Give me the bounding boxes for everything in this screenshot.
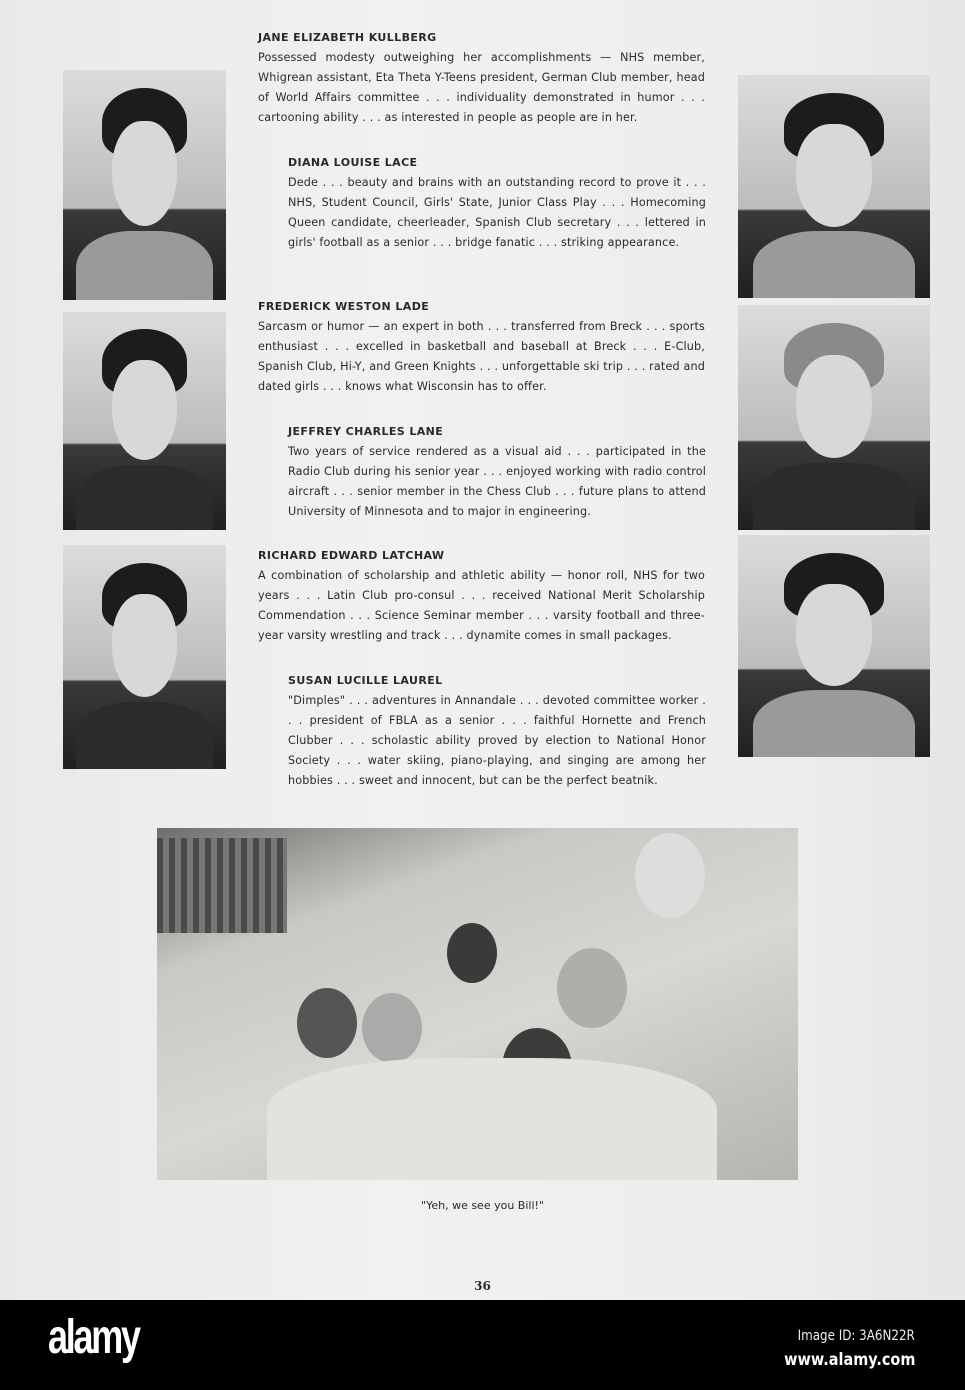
image-id: Image ID: 3A6N22R <box>797 1328 915 1344</box>
people-bodies <box>267 1058 717 1180</box>
alamy-logo: alamy <box>48 1311 139 1364</box>
portrait-susan-laurel <box>738 535 930 757</box>
person <box>297 988 357 1058</box>
bio-entry <box>288 422 706 522</box>
student-name: DIANA LOUISE LACE <box>288 156 418 169</box>
bio-entry <box>258 546 705 646</box>
portrait-frederick-lade <box>63 312 226 530</box>
portrait-jeffrey-lane <box>738 305 930 530</box>
student-bio: Possessed modesty outweighing her accomplishments — NHS member, Whigrean assistant, Eta Theta Y-Teens president, German Club member, head of World Affairs committee . . . individuality demonstrated in humor . . . cartooning ability . . . as interested in people as people are in her. <box>258 51 705 124</box>
student-bio: Two years of service rendered as a visual aid . . . participated in the Radio Club during his senior year . . . enjoyed working with radio control aircraft . . . senior member in the Chess Club . . . future plans to attend University of Minnesota and to major in engineering. <box>288 445 706 518</box>
student-bio: Dede . . . beauty and brains with an outstanding record to prove it . . . NHS, Student Council, Girls' State, Junior Class Play . . . Homecoming Queen candidate, cheerleader, Spanish Club secretary . . . lettered in girls' football as a senior . . . bridge fanatic . . . striking appearance. <box>288 176 706 249</box>
page-number: 36 <box>474 1279 491 1293</box>
person <box>447 923 497 983</box>
website-link: www.alamy.com <box>783 1350 915 1370</box>
portrait-diana-lace <box>738 75 930 298</box>
student-bio: Sarcasm or humor — an expert in both . . . transferred from Breck . . . sports enthusiast . . . excelled in basketball and baseball at Breck . . . E-Club, Spanish Club, Hi-Y, and Green Knights . . . unforgettable ski trip . . . rated and dated girls . . . knows what Wisconsin has to offer. <box>258 320 705 393</box>
watermark-banner <box>0 1300 965 1390</box>
window <box>157 838 287 933</box>
student-name: JANE ELIZABETH KULLBERG <box>258 31 437 44</box>
bio-entry <box>288 153 706 253</box>
portrait-richard-latchaw <box>63 545 226 769</box>
student-bio: A combination of scholarship and athletic ability — honor roll, NHS for two years . . . Latin Club pro-consul . . . received National Merit Scholarship Commendation . . . Science Seminar member . . . varsity football and three-year varsity wrestling and track . . . dynamite comes in small packages. <box>258 569 705 642</box>
student-name: RICHARD EDWARD LATCHAW <box>258 549 445 562</box>
student-name: JEFFREY CHARLES LANE <box>288 425 444 438</box>
photo-caption: "Yeh, we see you Bill!" <box>421 1199 544 1212</box>
bio-entry <box>258 297 705 397</box>
person <box>362 993 422 1063</box>
group-photo <box>157 828 798 1180</box>
student-name: FREDERICK WESTON LADE <box>258 300 430 313</box>
bio-entry <box>288 671 706 791</box>
person <box>557 948 627 1028</box>
student-name: SUSAN LUCILLE LAUREL <box>288 674 443 687</box>
hand <box>635 833 705 918</box>
bio-entry <box>258 28 705 128</box>
student-bio: "Dimples" . . . adventures in Annandale . . . devoted committee worker . . . president of FBLA as a senior . . . faithful Hornette and French Clubber . . . scholastic ability proved by election to National Honor Society . . . water skiing, piano-playing, and singing are among her hobbies . . . sweet and innocent, but can be the perfect beatnik. <box>288 694 706 787</box>
portrait-jane-kullberg <box>63 70 226 300</box>
